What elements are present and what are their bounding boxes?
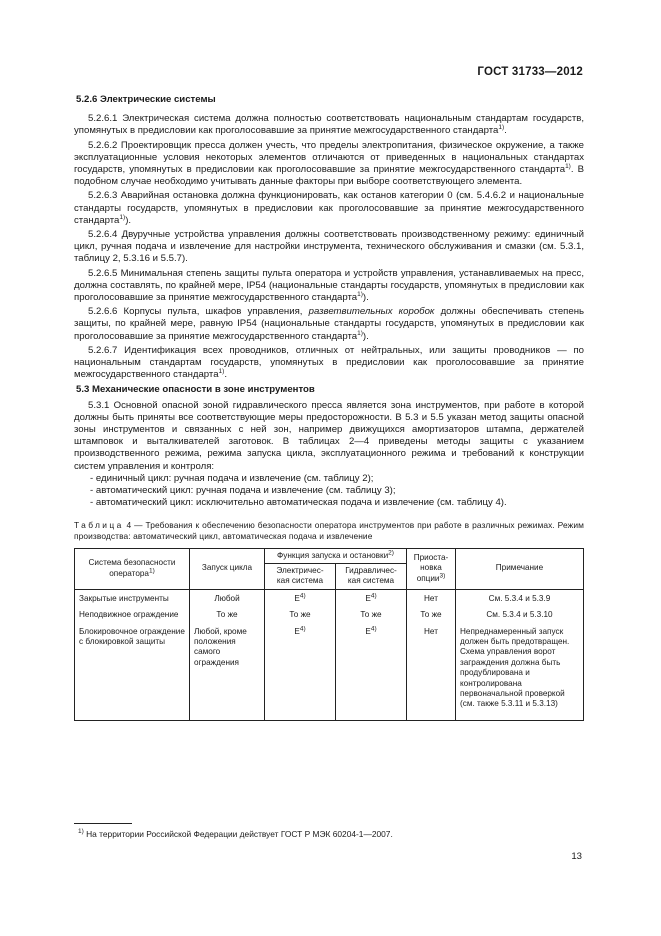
cell-system: Блокировочное ограждение с блокировкой защиты [79,626,185,646]
document-body [74,94,584,721]
cell-note: Непреднамеренный запуск должен быть предотвращен. Схема управления ворот заграждения должна быть продублирована и контролирована первоначальной проверкой (см. также 5.3.11 и 5.3.13) [460,626,570,709]
col-header-pause: Приоста- новка опции$^{3)}$ [407,548,456,589]
cell-system: Неподвижное ограждение [79,610,179,620]
section-heading-5-3: 5.3 Механические опасности в зоне инструментов [76,384,315,396]
col-header-electric: Электричес- кая система [265,563,336,589]
cell-start: То же [216,610,238,620]
col-header-hydraulic: Гидравличес- кая система [336,563,407,589]
cell-note: См. 5.3.4 и 5.3.9 [488,593,551,603]
table-row [75,589,584,720]
section-heading-5-2-6: 5.2.6 Электрические системы [76,94,216,105]
cell-electric: $Е^{4)}$ [294,624,306,636]
cell-hydraulic: $Е^{4)}$ [365,591,377,603]
requirements-table [74,548,584,721]
col-header-start: Запуск цикла [190,548,265,589]
col-header-function: Функция запуска и остановки$^{2)}$ [265,548,407,563]
cell-note: См. 5.3.4 и 5.3.10 [486,610,553,620]
paragraph-5-2-6-1: 5.2.6.1 Электрическая система должна полностью соответствовать национальным стандартам государств, упомянутых в предисловии как проголосовавшие за принятие межгосударственного стандарта$^{1)}$. [74,113,584,137]
cell-pause: Нет [424,593,438,603]
footnote: $^{1)}$ На территории Российской Федерации действует ГОСТ Р МЭК 60204-1—2007. [78,828,393,839]
footnote-divider [74,823,132,824]
list-item: - единичный цикл: ручная подача и извлечение (см. таблицу 2); [90,472,374,484]
list-item: - автоматический цикл: ручная подача и извлечение (см. таблицу 3); [90,485,396,497]
col-header-system: Система безопасности оператора$^{1)}$ [75,548,190,589]
list-item: - автоматический цикл: исключительно автоматическая подача и извлечение (см. таблицу 4). [90,497,507,509]
cell-hydraulic: То же [360,610,382,620]
cell-pause: Нет [424,626,438,636]
paragraph-5-2-6-6: 5.2.6.6 Корпусы пульта, шкафов управления, разветвительных коробок должны обеспечивать степень защиты, по крайней мере, равную IP54 (национальные стандарты государств, упомянутых в предисловии как проголосовавшие за принятие межгосударственного стандарта$^{1)}$). [74,306,584,342]
paragraph-5-2-6-7: 5.2.6.7 Идентификация всех проводников, отличных от нейтральных, или защиты проводников — по национальным стандартам государств, упомянутых в предисловии как проголосовавшие за принятие межгосударственного стандарта$^{1)}$. [74,344,584,381]
col-header-note: Примечание [456,548,584,589]
paragraph-5-2-6-2: 5.2.6.2 Проектировщик пресса должен учесть, что пределы электропитания, физическое окружение, а также эксплуатационные условия некоторых элементов отличаются от приведенных в национальных стандартах государств, упомянутых в предисловии как проголосовавшие за принятие межгосударственного стандарта$^{1)}$. В подобном случае необходимо учитывать данные факторы при выборе соответствующего элемента. [74,139,585,188]
cell-hydraulic: $Е^{4)}$ [365,624,377,636]
cell-start: Любой [214,593,240,603]
page-header: ГОСТ 31733—2012 [477,66,583,78]
cell-system: Закрытые инструменты [79,593,169,603]
paragraph-5-2-6-3: 5.2.6.3 Аварийная остановка должна функционировать, как останов категории 0 (см. 5.4.6.2 и национальные стандарты государств, упомянутых в предисловии как проголосовавшие за принятие межгосударственного стандарта$^{1)}$). [74,190,584,226]
paragraph-5-3-1: 5.3.1 Основной опасной зоной гидравлического пресса является зона инструментов, при работе в которой должны быть приняты все соответствующие меры предосторожности. В 5.3 и 5.5 указан метод защиты опасной зоны инструментов и связанных с ней зон, например движущихся амортизаторов штампа, держателей штамповок и выталкивателей заготовок. В таблицах 2—4 приведены методы защиты с указанием производственного режима, режима запуска цикла, эксплуатационного режима и требований к конструкции систем управления и контроля: [74,399,584,472]
cell-pause: То же [420,610,442,620]
paragraph-5-2-6-4: 5.2.6.4 Двуручные устройства управления должны соответствовать производственному режиму: единичный цикл, ручная подача и извлечение для настройки инструмента, технического обслуживания и смазки (см. 5.3.1, таблицу 2, 5.3.16 и 5.5.7). [74,229,584,265]
page-number: 13 [571,851,582,862]
cell-electric: То же [289,610,311,620]
cell-start: Любой, кроме положения самого ограждения [194,626,247,667]
table-caption: Таблица 4 — Требования к обеспечению безопасности оператора инструментов при работе в различных режимах. Режим производства: автоматический цикл, автоматическая подача и извлечение [74,519,584,541]
paragraph-5-2-6-5: 5.2.6.5 Минимальная степень защиты пульта оператора и устройств управления, устанавливаемых на пресс, должна составлять, по крайней мере, IP54 (национальные стандарты государств, упомянутых в предисловии как проголосовавшие за принятие межгосударственного стандарта$^{1)}$). [74,267,584,304]
cell-electric: $Е^{4)}$ [294,591,306,603]
